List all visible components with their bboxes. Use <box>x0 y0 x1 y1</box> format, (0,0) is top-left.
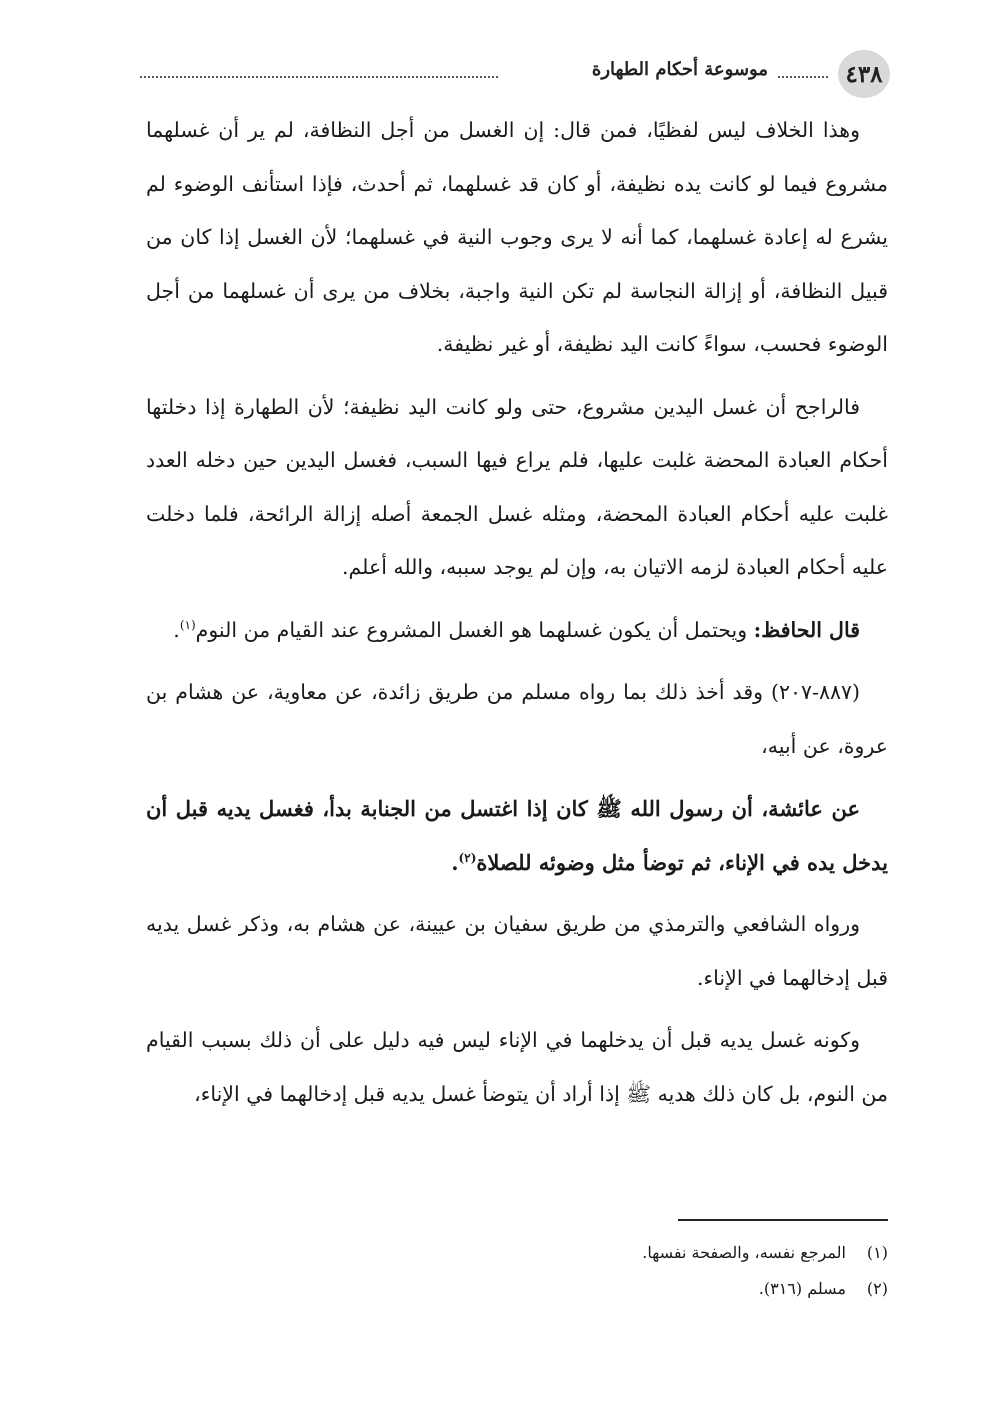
hafiz-quote: ويحتمل أن يكون غسلهما هو الغسل المشروع عند القيام من النوم <box>195 617 754 642</box>
footnotes <box>146 1235 888 1307</box>
running-title: موسوعة أحكام الطهارة <box>591 59 768 80</box>
footnote-text: مسلم (٣١٦). <box>758 1279 846 1298</box>
page-number: ٤٣٨ <box>838 50 890 98</box>
body-text <box>146 104 888 1130</box>
paragraph-1: وهذا الخلاف ليس لفظيًا، فمن قال: إن الغسل من أجل النظافة، لم ير أن غسلهما مشروع فيما لو كانت يده نظيفة، أو كان قد غسلهما، ثم أحدث، فإذا استأنف الوضوء لم يشرع له إعادة غسلهما، كما أنه لا يرى وجوب النية في غسلهما؛ لأن الغسل إذا كان من قبيل النظافة، أو إزالة النجاسة لم تكن النية واجبة، بخلاف من يرى أن غسلهما من أجل الوضوء فحسب، سواءً كانت اليد نظيفة، أو غير نظيفة. <box>146 118 888 356</box>
footnote-text: المرجع نفسه، والصفحة نفسها. <box>642 1243 846 1262</box>
paragraph-6: ورواه الشافعي والترمذي من طريق سفيان بن عيينة، عن هشام به، وذكر غسل يديه قبل إدخالهما في الإناء. <box>146 912 888 990</box>
footnote-number: (٢) <box>866 1279 888 1298</box>
header-dotted-line-left <box>140 76 498 78</box>
paragraph-4-hadith-chain: (٨٨٧-٢٠٧) وقد أخذ ذلك بما رواه مسلم من طريق زائدة، عن معاوية، عن هشام بن عروة، عن أبيه، <box>146 680 888 758</box>
header-dotted-line-right <box>778 76 828 78</box>
hafiz-label: قال الحافظ: <box>753 617 860 642</box>
footnote-ref-1[interactable]: (١) <box>179 617 196 632</box>
paragraph-5-hadith-text: عن عائشة، أن رسول الله ﷺ كان إذا اغتسل من الجنابة بدأ، فغسل يديه قبل أن يدخل يده في الإناء، ثم توضأ مثل وضوئه للصلاة$^{(٢)}$. <box>146 796 888 875</box>
footnote-separator <box>678 1219 888 1221</box>
footnote-1 <box>146 1235 888 1271</box>
footnote-2 <box>146 1271 888 1307</box>
paragraph-2: فالراجح أن غسل اليدين مشروع، حتى ولو كانت اليد نظيفة؛ لأن الطهارة إذا دخلتها أحكام العبادة المحضة غلبت عليها، فلم يراع فيها السبب، فغسل اليدين حين دخله العدد غلبت عليه أحكام العبادة المحضة، ومثله غسل الجمعة أصله إزالة الرائحة، فلما دخلت عليه أحكام العبادة لزمه الاتيان به، وإن لم يوجد سببه، والله أعلم. <box>146 394 888 579</box>
footnote-number: (١) <box>866 1243 888 1262</box>
footnote-ref-2[interactable]: (٢) <box>458 850 477 865</box>
paragraph-7: وكونه غسل يديه قبل أن يدخلهما في الإناء ليس فيه دليل على أن ذلك بسبب القيام من النوم، بل كان ذلك هديه ﷺ إذا أراد أن يتوضأ غسل يديه قبل إدخالهما في الإناء، <box>146 1028 888 1106</box>
paragraph-3: قال الحافظ: ويحتمل أن يكون غسلهما هو الغسل المشروع عند القيام من النوم$^{(١)}$. <box>173 617 860 642</box>
page-header <box>140 50 890 98</box>
